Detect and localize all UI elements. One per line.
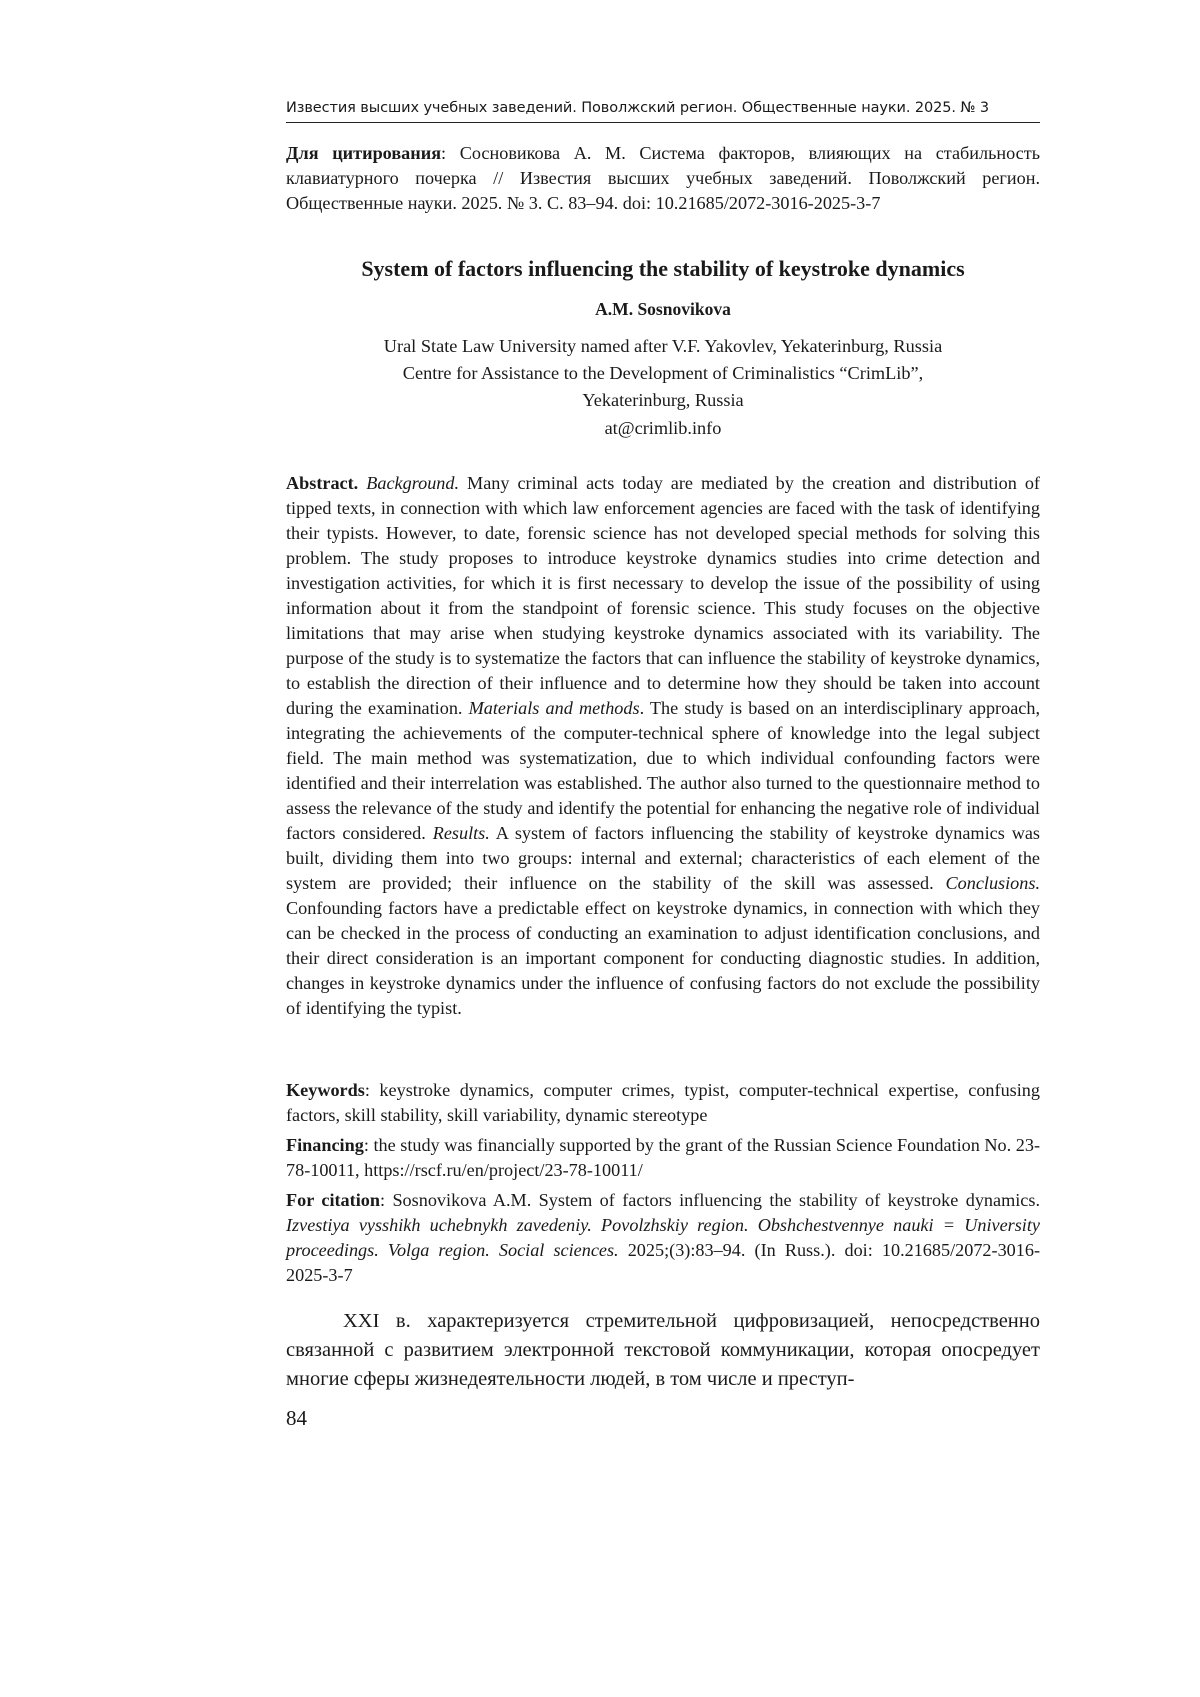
for-citation-label: For citation bbox=[286, 1190, 380, 1210]
affiliation-2-line2: Yekaterinburg, Russia bbox=[582, 390, 744, 410]
for-citation-text-2: 2025;(3):83–94. (In Russ.). doi: 10.21685/2072-3016-2025-3-7 bbox=[286, 1240, 1040, 1285]
for-citation-text-1: : Sosnovikova A.M. System of factors influencing the stability of keystroke dynamics. bbox=[379, 1190, 1040, 1210]
citation-ru-label: Для цитирования bbox=[286, 143, 442, 163]
abstract-methods-label: Materials and methods bbox=[468, 698, 640, 718]
page-number: 84 bbox=[286, 1406, 307, 1430]
financing-label: Financing bbox=[286, 1135, 364, 1155]
abstract-conclusions-label: Conclusions. bbox=[945, 873, 1040, 893]
financing-text: : the study was financially supported by the grant of the Russian Science Foundation No. 23-78-10011, https://rscf.ru/en/project/23-78-10011/ bbox=[286, 1135, 1040, 1180]
affiliation-2 bbox=[286, 360, 1040, 414]
abstract-background-text: Many criminal acts today are mediated by the creation and distribution of tipped texts, in connection with which law enforcement agencies are faced with the task of identifying their typists. However, to date, forensic science has not developed special methods for solving this problem. The study proposes to introduce keystroke dynamics studies into crime detection and investigation activities, for which it is first necessary to develop the issue of the possibility of using information about it from the standpoint of forensic science. This study focuses on the objective limitations that may arise when studying keystroke dynamics associated with its variability. The purpose of the study is to systematize the factors that can influence the stability of keystroke dynamics, to establish the direction of their influence and to determine how they should be taken into account during the examination. bbox=[286, 473, 1040, 718]
journal-running-head: Известия высших учебных заведений. Поволжский регион. Общественные науки. 2025. № 3 bbox=[286, 100, 1040, 123]
article-title: System of factors influencing the stability of keystroke dynamics bbox=[361, 256, 965, 281]
abstract-results-label: Results. bbox=[432, 823, 490, 843]
journal-page bbox=[286, 0, 1040, 1697]
citation-ru bbox=[286, 141, 1040, 216]
for-citation-journal: Izvestiya vysshikh uchebnykh zavedeniy. Povolzhskiy region. Obshchestvennye nauki = University proceedings. Volga region. Social sciences. bbox=[286, 1215, 1040, 1260]
author-email: at@crimlib.info bbox=[604, 418, 722, 438]
abstract-label: Abstract. bbox=[286, 473, 359, 493]
abstract bbox=[286, 471, 1040, 1021]
for-citation bbox=[286, 1188, 1040, 1288]
keywords-label: Keywords bbox=[286, 1080, 365, 1100]
affiliation-1: Ural State Law University named after V.F. Yakovlev, Yekaterinburg, Russia bbox=[383, 336, 943, 356]
abstract-background-label: Background. bbox=[366, 473, 460, 493]
citation-ru-text: : Сосновикова А. М. Система факторов, влияющих на стабильность клавиатурного почерка // Известия высших учебных заведений. Поволжский регион. Общественные науки. 2025. № 3. С. 83–94. doi: 10.21685/2072-3016-2025-3-7 bbox=[286, 143, 1040, 213]
abstract-results-text: A system of factors influencing the stability of keystroke dynamics was built, dividing them into two groups: internal and external; characteristics of each element of the system are provided; their influence on the stability of the skill was assessed. bbox=[286, 823, 1041, 893]
abstract-conclusions-text: Confounding factors have a predictable effect on keystroke dynamics, in connection with which they can be checked in the process of conducting an examination to adjust identification conclusions, and their direct consideration is an important component for conducting diagnostic studies. In addition, changes in keystroke dynamics under the influence of confusing factors do not exclude the possibility of identifying the typist. bbox=[286, 898, 1040, 1018]
body-paragraph: XXI в. характеризуется стремительной цифровизацией, непосредственно связанной с развитием электронной текстовой коммуникации, которая опосредует многие сферы жизнедеятельности людей, в том числе и преступ- bbox=[286, 1310, 1040, 1390]
keywords-text: : keystroke dynamics, computer crimes, typist, computer-technical expertise, confusing factors, skill stability, skill variability, dynamic stereotype bbox=[286, 1080, 1040, 1125]
article-author: A.M. Sosnovikova bbox=[595, 299, 731, 319]
affiliation-2-line1: Centre for Assistance to the Development of Criminalistics “CrimLib”, bbox=[402, 363, 924, 383]
financing bbox=[286, 1133, 1040, 1183]
abstract-methods-text: . The study is based on an interdisciplinary approach, integrating the achievements of the computer-technical sphere of knowledge into the legal subject field. The main method was systematization, due to which individual confounding factors were identified and their interrelation was established. The author also turned to the questionnaire method to assess the relevance of the study and identify the potential for enhancing the negative role of individual factors considered. bbox=[286, 698, 1040, 843]
keywords bbox=[286, 1078, 1040, 1128]
